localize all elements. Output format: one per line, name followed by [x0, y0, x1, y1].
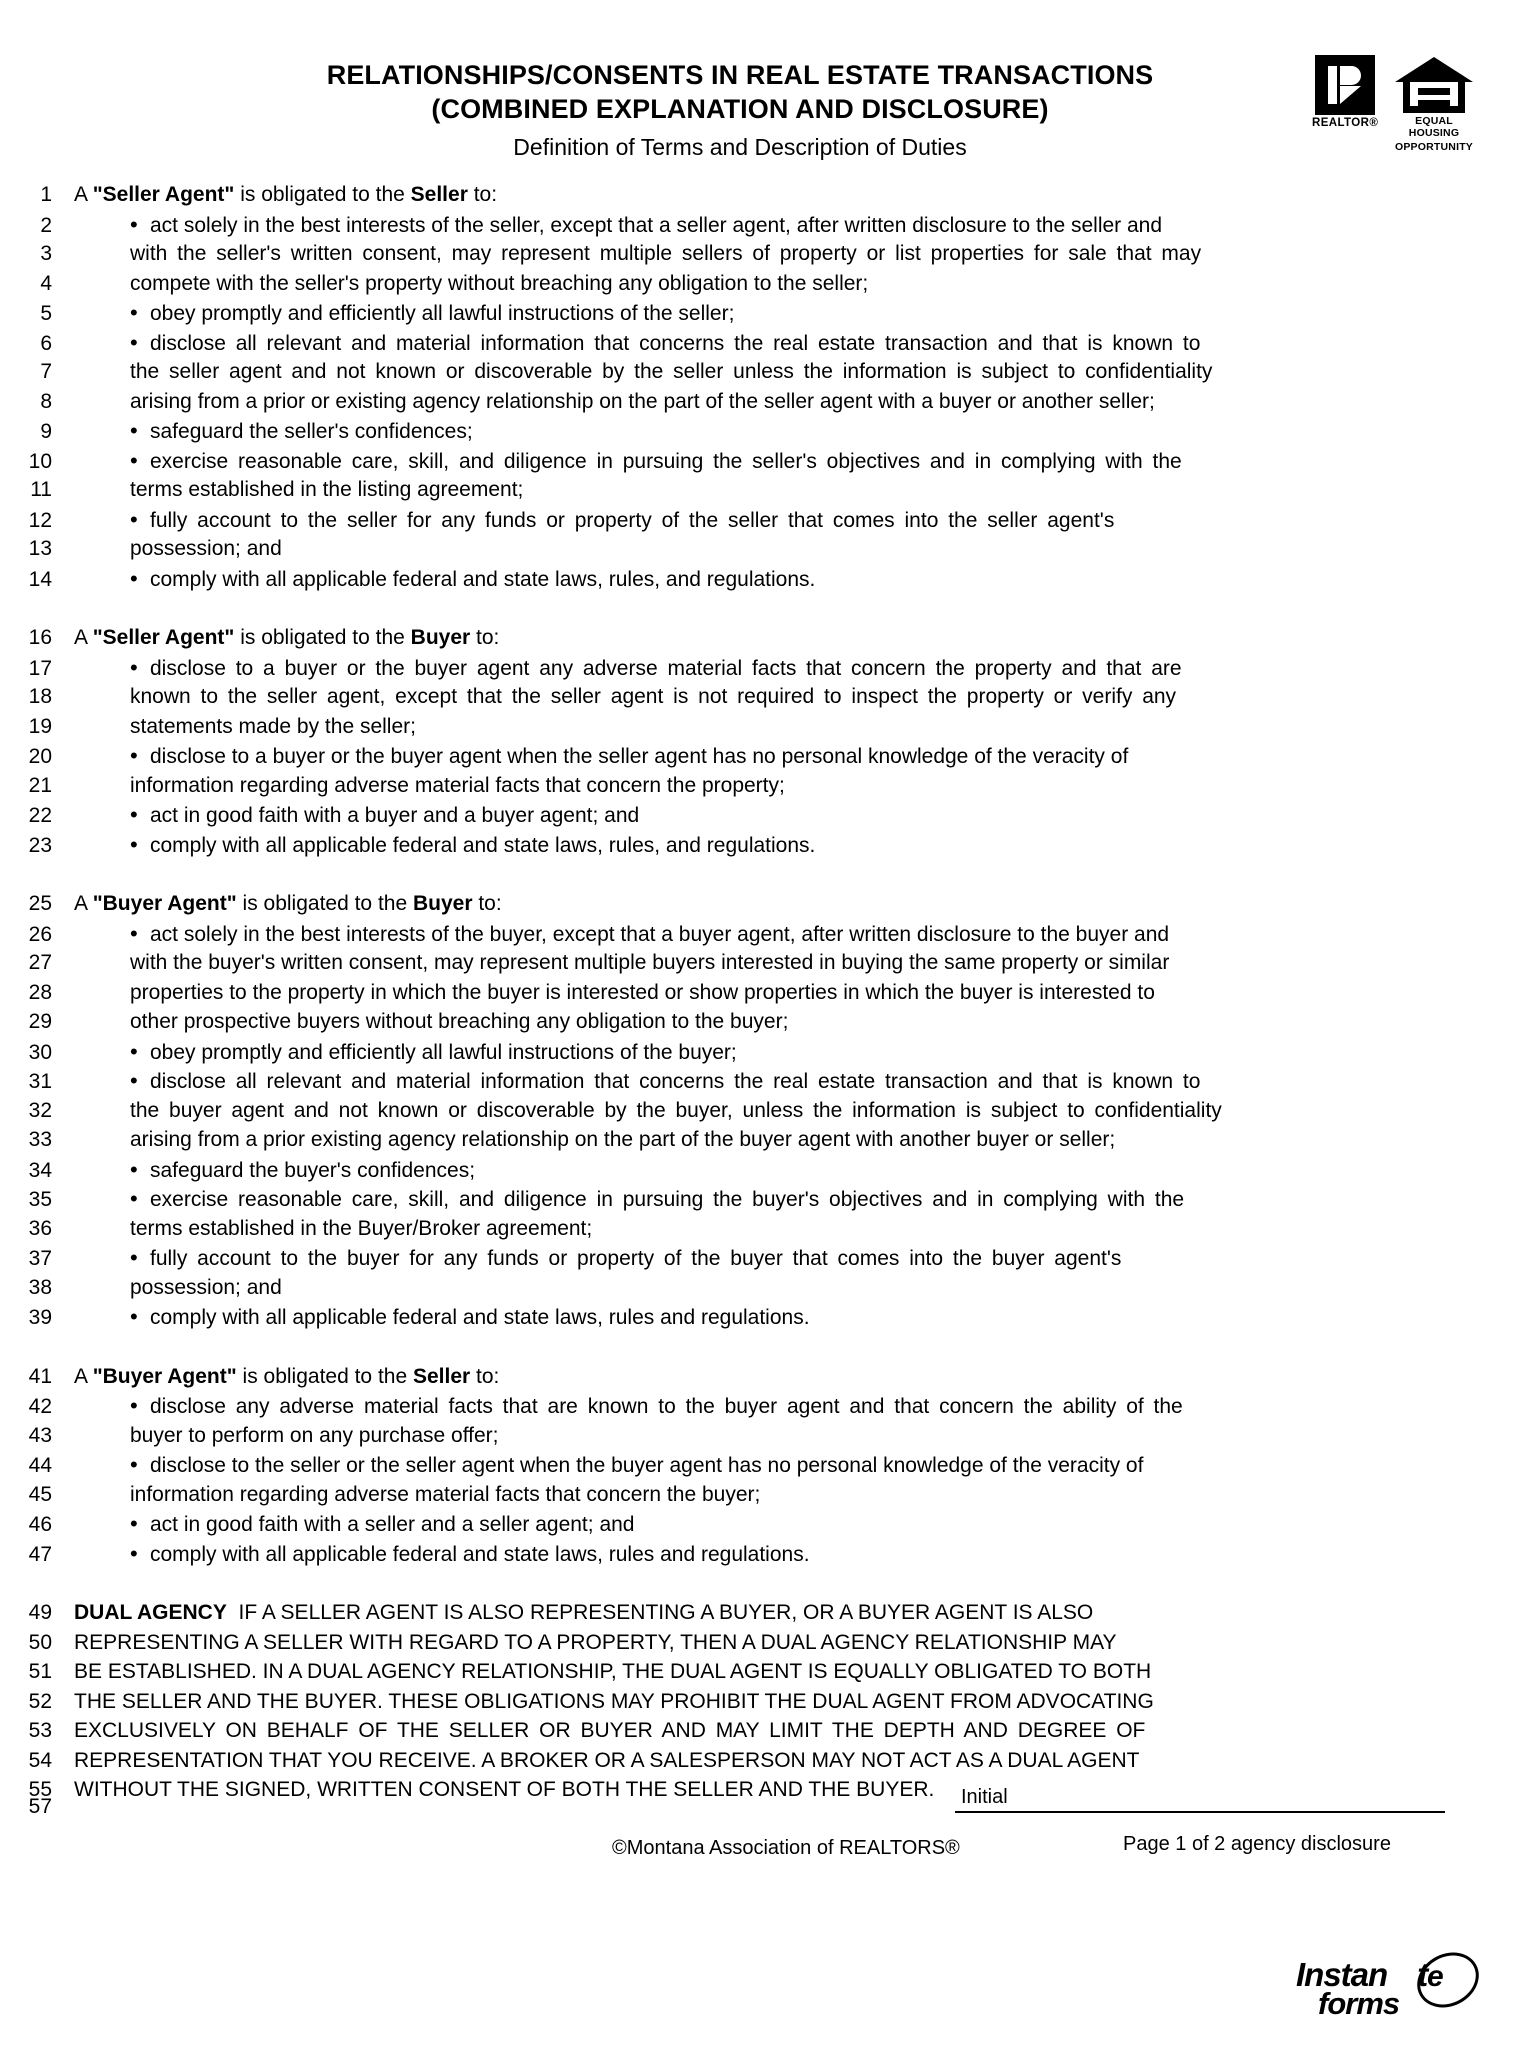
- line-text: [52, 1628, 1452, 1658]
- line-number: 20: [28, 745, 52, 768]
- line-number: 54: [28, 1748, 52, 1772]
- line-text: [52, 1037, 1508, 1068]
- line-text: [52, 1539, 1508, 1570]
- line-number: 46: [28, 1513, 52, 1536]
- document-line: [0, 1155, 1526, 1185]
- plain-text: arising from a prior existing agency relationship on the part of the buyer agent with another buyer or seller;: [130, 1128, 1116, 1151]
- line-text: [52, 889, 1452, 919]
- emphasis-text: "Buyer Agent": [92, 1364, 237, 1388]
- eho-label-line-2: OPPORTUNITY: [1394, 141, 1474, 153]
- line-number: 55: [28, 1778, 52, 1801]
- plain-text: the buyer agent and not known or discoverable by the buyer, unless the information is subject to confidentiality: [130, 1098, 1222, 1122]
- title-block: [120, 58, 1360, 164]
- equal-housing-house-icon: [1395, 57, 1473, 113]
- instanet-wordmark-line-2: forms: [1318, 1986, 1400, 2021]
- bullet-icon: [130, 1509, 150, 1540]
- document-line: [0, 1450, 1526, 1480]
- plain-text: terms established in the Buyer/Broker agreement;: [130, 1216, 593, 1240]
- plain-text: comply with all applicable federal and state laws, rules, and regulations.: [150, 567, 816, 591]
- line-text: [52, 1243, 1508, 1274]
- bullet-icon: [130, 446, 150, 477]
- plain-text: possession; and: [130, 537, 282, 560]
- plain-text: is obligated to the: [236, 1364, 413, 1388]
- emphasis-text: Seller: [410, 183, 468, 206]
- section-dual-agency: [0, 1598, 1526, 1805]
- line-number: 35: [28, 1188, 52, 1211]
- document-line: [0, 1243, 1526, 1273]
- line-text: [52, 1450, 1508, 1481]
- line-text: [52, 800, 1508, 831]
- line-text: [52, 712, 1508, 742]
- plain-text: with the seller's written consent, may represent multiple sellers of property or list properties for sale that may: [130, 242, 1202, 265]
- plain-text: arising from a prior or existing agency relationship on the part of the seller agent with a buyer or another seller;: [130, 389, 1155, 413]
- line-number: 36: [28, 1216, 52, 1240]
- plain-text: disclose to a buyer or the buyer agent when the seller agent has no personal knowledge of the veracity of: [150, 745, 1129, 768]
- line-number: 21: [28, 773, 52, 797]
- line-number: 16: [28, 626, 52, 649]
- line-number: 30: [28, 1040, 52, 1064]
- line-text: [52, 1687, 1452, 1717]
- realtor-logo: [1312, 55, 1378, 130]
- document-line: [0, 948, 1526, 978]
- document-body: [0, 180, 1526, 1805]
- emphasis-text: Seller: [412, 1364, 471, 1388]
- document-line: [0, 475, 1526, 505]
- line-number: 53: [28, 1719, 52, 1742]
- bullet-icon: [130, 1539, 150, 1570]
- line-number: 28: [28, 980, 52, 1004]
- document-line: [0, 357, 1526, 387]
- plain-text: disclose to the seller or the seller agent when the buyer agent has no personal knowledge of the veracity of: [150, 1454, 1144, 1477]
- plain-text: is obligated to the: [234, 183, 411, 206]
- line-text: [52, 534, 1508, 564]
- document-line: [0, 446, 1526, 476]
- eho-label-line-1: EQUAL HOUSING: [1408, 115, 1460, 139]
- document-line: [0, 1096, 1526, 1126]
- bullet-icon: [130, 741, 150, 772]
- page-title-line-1: RELATIONSHIPS/CONSENTS IN REAL ESTATE TRANSACTIONS: [326, 60, 1154, 90]
- document-line: [0, 712, 1526, 742]
- plain-text: disclose to a buyer or the buyer agent any adverse material facts that concern the property and that are: [150, 656, 1182, 680]
- line-text: [52, 1746, 1452, 1776]
- line-number: 52: [28, 1689, 52, 1713]
- initial-field-area[interactable]: [955, 1785, 1445, 1813]
- plain-text: to:: [467, 183, 498, 206]
- line-text: [52, 505, 1508, 536]
- plain-text: A: [74, 626, 93, 649]
- line-text: [52, 1066, 1508, 1097]
- instanet-wordmark-line-1: Instan t: [1296, 1956, 1428, 1993]
- document-line: [0, 623, 1526, 653]
- line-number: 49: [28, 1601, 52, 1624]
- document-line: [0, 564, 1526, 594]
- line-number: 5: [40, 302, 52, 325]
- page-title-line-2: (COMBINED EXPLANATION AND DISCLOSURE): [431, 94, 1049, 124]
- document-line: [0, 298, 1526, 328]
- line-number: 42: [28, 1395, 52, 1418]
- line-number: 9: [40, 420, 52, 443]
- plain-text: properties to the property in which the buyer is interested or show properties in which the buyer is interested to: [130, 980, 1155, 1004]
- plain-text: comply with all applicable federal and state laws, rules, and regulations.: [150, 833, 816, 857]
- bullet-icon: [130, 1066, 150, 1097]
- line-text: [52, 741, 1508, 772]
- document-line: [0, 1302, 1526, 1332]
- line-number: 11: [30, 478, 52, 501]
- plain-text: A: [74, 183, 93, 206]
- document-line: [0, 1480, 1526, 1510]
- line-text: [52, 1391, 1508, 1422]
- line-text: [52, 475, 1508, 505]
- emphasis-text: Buyer: [412, 892, 473, 915]
- line-number: 45: [28, 1482, 52, 1506]
- line-number: 1: [40, 183, 52, 206]
- line-number: 27: [28, 951, 52, 974]
- bullet-icon: [130, 298, 150, 329]
- line-number: 43: [28, 1423, 52, 1447]
- line-number: 14: [28, 567, 52, 591]
- plain-text: with the buyer's written consent, may represent multiple buyers interested in buying the same property or similar: [130, 951, 1170, 974]
- line-number: 47: [28, 1542, 52, 1566]
- plain-text: exercise reasonable care, skill, and diligence in pursuing the buyer's objectives and in complying with the: [150, 1188, 1185, 1211]
- line-text: [52, 387, 1508, 417]
- emphasis-text: "Buyer Agent": [92, 892, 237, 915]
- line-number: 37: [28, 1247, 52, 1270]
- line-number: 25: [28, 892, 52, 915]
- document-line: [0, 653, 1526, 683]
- plain-text: to:: [470, 1364, 500, 1388]
- document-line: [0, 741, 1526, 771]
- footer-line-number: 57: [28, 1795, 52, 1818]
- section-seller-agent-to-seller: [0, 180, 1526, 593]
- equal-housing-opportunity-logo: [1392, 55, 1476, 153]
- line-text: [52, 653, 1508, 684]
- line-text: [52, 1509, 1508, 1540]
- document-line: [0, 505, 1526, 535]
- line-text: [52, 446, 1508, 477]
- document-line: [0, 1657, 1526, 1687]
- section-buyer-agent-to-buyer: [0, 889, 1526, 1332]
- line-text: [52, 416, 1508, 447]
- line-text: [52, 1125, 1508, 1155]
- document-line: [0, 1007, 1526, 1037]
- page-label: Page 1 of 2 agency disclosure: [1123, 1833, 1391, 1855]
- emphasis-text: "Seller Agent": [92, 183, 235, 206]
- line-number: 12: [28, 508, 52, 532]
- line-text: [52, 180, 1452, 210]
- plain-text: act solely in the best interests of the seller, except that a seller agent, after written disclosure to the seller and: [150, 213, 1163, 237]
- document-line: [0, 416, 1526, 446]
- document-line: [0, 1362, 1526, 1392]
- document-line: [0, 1539, 1526, 1569]
- plain-text: act in good faith with a buyer and a buyer agent; and: [150, 804, 640, 827]
- line-text: [52, 1302, 1508, 1333]
- line-number: 33: [28, 1128, 52, 1151]
- plain-text: information regarding adverse material facts that concern the buyer;: [130, 1482, 761, 1506]
- bullet-icon: [130, 1302, 150, 1333]
- bullet-icon: [130, 1184, 150, 1215]
- line-text: [52, 1273, 1508, 1303]
- line-text: [52, 1598, 1452, 1628]
- plain-text: the seller agent and not known or discoverable by the seller unless the information is subject to confidentiality: [130, 360, 1213, 383]
- line-text: [52, 1007, 1508, 1037]
- line-text: [52, 210, 1508, 241]
- line-text: [52, 1657, 1452, 1687]
- line-text: [52, 1421, 1508, 1451]
- plain-text: A: [74, 1364, 93, 1388]
- line-number: 39: [28, 1306, 52, 1329]
- emphasis-text: DUAL AGENCY: [74, 1601, 227, 1624]
- bullet-icon: [130, 416, 150, 447]
- line-number: 2: [40, 213, 52, 237]
- document-line: [0, 1687, 1526, 1717]
- document-line: [0, 1628, 1526, 1658]
- plain-text: BE ESTABLISHED. IN A DUAL AGENCY RELATIONSHIP, THE DUAL AGENT IS EQUALLY OBLIGATED TO BOTH: [74, 1660, 1152, 1683]
- document-line: [0, 771, 1526, 801]
- plain-text: EXCLUSIVELY ON BEHALF OF THE SELLER OR BUYER AND MAY LIMIT THE DEPTH AND DEGREE OF: [74, 1719, 1146, 1742]
- document-line: [0, 800, 1526, 830]
- line-text: [52, 1184, 1508, 1215]
- line-text: [52, 269, 1508, 299]
- instanet-e-glyph: e: [1427, 1960, 1444, 1993]
- plain-text: comply with all applicable federal and state laws, rules and regulations.: [150, 1542, 810, 1566]
- copyright-notice: ©Montana Association of REALTORS®: [612, 1837, 960, 1859]
- emphasis-text: "Seller Agent": [92, 626, 235, 649]
- line-number: 23: [28, 833, 52, 857]
- line-text: [52, 1362, 1452, 1392]
- bullet-icon: [130, 210, 150, 241]
- plain-text: A: [74, 892, 93, 915]
- document-line: [0, 682, 1526, 712]
- document-line: [0, 180, 1526, 210]
- line-number: 31: [28, 1070, 52, 1093]
- page-subtitle: Definition of Terms and Description of Duties: [513, 134, 967, 160]
- line-text: [52, 1480, 1508, 1510]
- instanet-forms-logo: [1288, 1948, 1478, 2026]
- bullet-icon: [130, 1037, 150, 1068]
- line-text: [52, 1096, 1508, 1126]
- instanet-orbit-icon: [1408, 1942, 1489, 2018]
- plain-text: to:: [472, 892, 502, 915]
- plain-text: terms established in the listing agreement;: [130, 478, 524, 501]
- document-line: [0, 1037, 1526, 1067]
- line-text: [52, 682, 1508, 712]
- line-text: [52, 298, 1508, 329]
- document-line: [0, 328, 1526, 358]
- plain-text: obey promptly and efficiently all lawful instructions of the buyer;: [150, 1040, 737, 1064]
- line-text: [52, 948, 1508, 978]
- plain-text: disclose any adverse material facts that are known to the buyer agent and that concern the ability of the: [150, 1395, 1183, 1418]
- section-buyer-agent-to-seller: [0, 1362, 1526, 1569]
- plain-text: fully account to the seller for any funds or property of the seller that comes into the seller agent's: [150, 508, 1115, 532]
- line-number: 7: [40, 360, 52, 383]
- line-number: 18: [28, 685, 52, 708]
- line-text: [52, 771, 1508, 801]
- line-text: [52, 564, 1508, 595]
- plain-text: known to the seller agent, except that the seller agent is not required to inspect the property or verify any: [130, 685, 1177, 708]
- document-line: [0, 210, 1526, 240]
- plain-text: other prospective buyers without breaching any obligation to the buyer;: [130, 1010, 789, 1033]
- plain-text: act solely in the best interests of the buyer, except that a buyer agent, after written disclosure to the buyer and: [150, 922, 1170, 946]
- bullet-icon: [130, 653, 150, 684]
- initial-signature-line[interactable]: [955, 1811, 1445, 1813]
- line-text: [52, 978, 1508, 1008]
- document-line: [0, 1421, 1526, 1451]
- line-text: [52, 357, 1508, 387]
- bullet-icon: [130, 564, 150, 595]
- line-number: 6: [40, 331, 52, 355]
- document-line: [0, 1214, 1526, 1244]
- section-seller-agent-to-buyer: [0, 623, 1526, 859]
- plain-text: information regarding adverse material facts that concern the property;: [130, 773, 785, 797]
- plain-text: safeguard the seller's confidences;: [150, 420, 473, 443]
- line-number: 29: [28, 1010, 52, 1033]
- document-line: [0, 239, 1526, 269]
- line-text: [52, 830, 1508, 861]
- line-number: 8: [40, 389, 52, 413]
- document-line: [0, 1125, 1526, 1155]
- line-number: 4: [40, 271, 52, 295]
- document-line: [0, 1066, 1526, 1096]
- realtor-logo-label: REALTOR®: [1312, 117, 1379, 129]
- bullet-icon: [130, 1155, 150, 1186]
- bullet-icon: [130, 1243, 150, 1274]
- line-number: 50: [28, 1630, 52, 1654]
- line-number: 13: [28, 537, 52, 560]
- line-text: [52, 919, 1508, 950]
- plain-text: act in good faith with a seller and a seller agent; and: [150, 1513, 635, 1536]
- document-line: [0, 1598, 1526, 1628]
- line-number: 51: [28, 1660, 52, 1683]
- plain-text: statements made by the seller;: [130, 714, 416, 738]
- document-line: [0, 387, 1526, 417]
- line-number: 22: [28, 804, 52, 827]
- bullet-icon: [130, 1391, 150, 1422]
- document-header: [0, 0, 1526, 164]
- bullet-icon: [130, 919, 150, 950]
- document-line: [0, 1184, 1526, 1214]
- line-text: [52, 623, 1452, 653]
- plain-text: fully account to the buyer for any funds or property of the buyer that comes into the buyer agent's: [150, 1247, 1122, 1270]
- plain-text: WITHOUT THE SIGNED, WRITTEN CONSENT OF BOTH THE SELLER AND THE BUYER.: [74, 1778, 935, 1801]
- plain-text: safeguard the buyer's confidences;: [150, 1158, 476, 1182]
- plain-text: comply with all applicable federal and state laws, rules and regulations.: [150, 1306, 810, 1329]
- line-number: 32: [28, 1098, 52, 1122]
- plain-text: to:: [470, 626, 500, 649]
- line-text: [52, 239, 1508, 269]
- bullet-icon: [130, 830, 150, 861]
- line-number: 26: [28, 922, 52, 946]
- line-number: 34: [28, 1158, 52, 1182]
- document-line: [0, 1509, 1526, 1539]
- plain-text: IF A SELLER AGENT IS ALSO REPRESENTING A BUYER, OR A BUYER AGENT IS ALSO: [226, 1601, 1094, 1624]
- plain-text: possession; and: [130, 1275, 282, 1299]
- plain-text: disclose all relevant and material information that concerns the real estate transaction and that is known to: [150, 1070, 1201, 1093]
- document-line: [0, 978, 1526, 1008]
- emphasis-text: Buyer: [410, 626, 471, 649]
- document-line: [0, 534, 1526, 564]
- plain-text: compete with the seller's property without breaching any obligation to the seller;: [130, 271, 869, 295]
- document-line: [0, 919, 1526, 949]
- header-logos: [1312, 55, 1476, 153]
- line-number: 19: [28, 714, 52, 738]
- line-text: [52, 328, 1508, 359]
- plain-text: buyer to perform on any purchase offer;: [130, 1423, 499, 1447]
- realtor-r-icon: [1315, 55, 1375, 115]
- plain-text: disclose all relevant and material information that concerns the real estate transaction and that is known to: [150, 331, 1201, 355]
- line-text: [52, 1214, 1508, 1244]
- line-number: 41: [28, 1364, 52, 1388]
- plain-text: REPRESENTATION THAT YOU RECEIVE. A BROKER OR A SALESPERSON MAY NOT ACT AS A DUAL AGENT: [74, 1748, 1140, 1772]
- document-line: [0, 1273, 1526, 1303]
- plain-text: THE SELLER AND THE BUYER. THESE OBLIGATIONS MAY PROHIBIT THE DUAL AGENT FROM ADVOCATING: [74, 1689, 1154, 1713]
- document-line: [0, 1746, 1526, 1776]
- line-text: [52, 1716, 1452, 1746]
- bullet-icon: [130, 1450, 150, 1481]
- line-number: 10: [28, 449, 52, 473]
- bullet-icon: [130, 505, 150, 536]
- document-line: [0, 1716, 1526, 1746]
- document-line: [0, 830, 1526, 860]
- line-number: 38: [28, 1275, 52, 1299]
- plain-text: is obligated to the: [236, 892, 413, 915]
- plain-text: is obligated to the: [234, 626, 411, 649]
- document-line: [0, 1391, 1526, 1421]
- document-line: [0, 889, 1526, 919]
- line-number: 44: [28, 1454, 52, 1477]
- line-number: 3: [40, 242, 52, 265]
- plain-text: REPRESENTING A SELLER WITH REGARD TO A PROPERTY, THEN A DUAL AGENCY RELATIONSHIP MAY: [74, 1630, 1117, 1654]
- document-line: [0, 269, 1526, 299]
- bullet-icon: [130, 328, 150, 359]
- bullet-icon: [130, 800, 150, 831]
- line-number: 17: [28, 656, 52, 680]
- plain-text: exercise reasonable care, skill, and diligence in pursuing the seller's objectives and in complying with the: [150, 449, 1182, 473]
- initial-label: Initial: [961, 1786, 1008, 1808]
- plain-text: obey promptly and efficiently all lawful instructions of the seller;: [150, 302, 735, 325]
- line-text: [52, 1155, 1508, 1186]
